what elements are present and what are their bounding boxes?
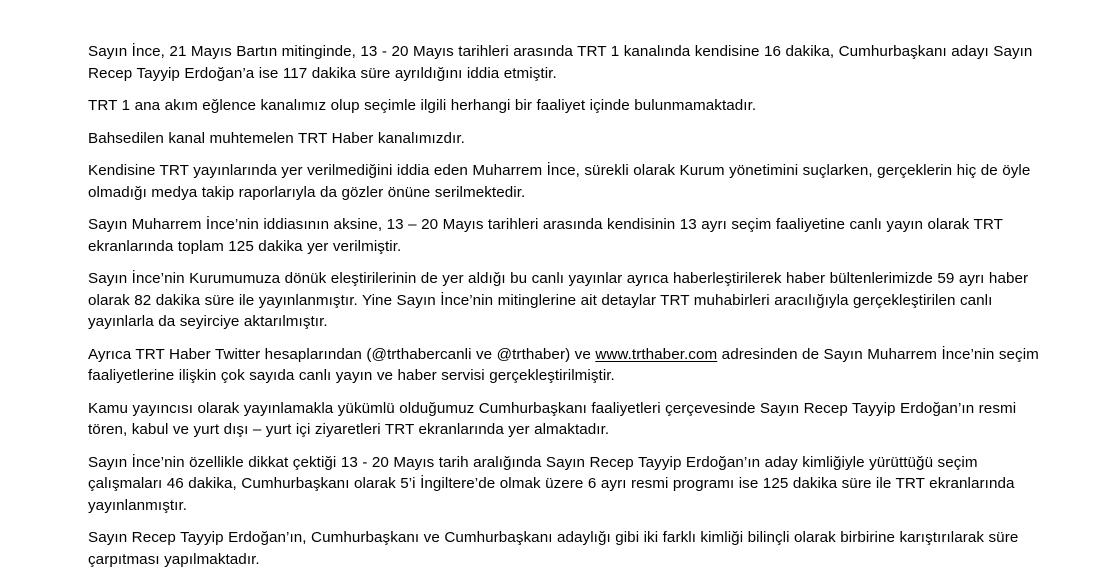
paragraph-6: Sayın İnce’nin Kurumumuza dönük eleştirilerinin de yer aldığı bu canlı yayınlar ayrıca haberleştirilerek haber bültenlerimizde 59 ayrı haber olarak 82 dakika süre ile yayınlanmıştır. Yine Sayın İnce’nin mitinglerine ait detaylar TRT muhabirleri aracılığıyla gerçekleştirilen canlı yayınlarla da seyirciye aktarılmıştır.	[88, 270, 1029, 330]
document-body	[88, 41, 1040, 570]
paragraph-2: TRT 1 ana akım eğlence kanalımız olup seçimle ilgili herhangi bir faaliyet içinde bulunmamaktadır.	[88, 97, 757, 114]
paragraph-1: Sayın İnce, 21 Mayıs Bartın mitinginde, 13 - 20 Mayıs tarihleri arasında TRT 1 kanalında kendisine 16 dakika, Cumhurbaşkanı adayı Sayın Recep Tayyip Erdoğan’a ise 117 dakika süre ayrıldığını iddia etmiştir.	[88, 43, 1033, 82]
paragraph-4: Kendisine TRT yayınlarında yer verilmediğini iddia eden Muharrem İnce, sürekli olarak Kurum yönetimini suçlarken, gerçeklerin hiç de öyle olmadığı medya takip raporlarıyla da gözler önüne serilmektedir.	[88, 162, 1031, 201]
paragraph-5: Sayın Muharrem İnce’nin iddiasının aksine, 13 – 20 Mayıs tarihleri arasında kendisinin 13 ayrı seçim faaliyetine canlı yayın olarak TRT ekranlarında toplam 125 dakika yer verilmiştir.	[88, 216, 1003, 255]
paragraph-8: Kamu yayıncısı olarak yayınlamakla yükümlü olduğumuz Cumhurbaşkanı faaliyetleri çerçevesinde Sayın Recep Tayyip Erdoğan’ın resmi tören, kabul ve yurt dışı – yurt içi ziyaretleri TRT ekranlarında yer almaktadır.	[88, 399, 1017, 438]
paragraph-9: Sayın İnce’nin özellikle dikkat çektiği 13 - 20 Mayıs tarih aralığında Sayın Recep Tayyip Erdoğan’ın aday kimliğiyle yürüttüğü seçim çalışmaları 46 dakika, Cumhurbaşkanı olarak 5’i İngiltere’de olmak üzere 6 ayrı resmi programı ise 125 dakika süre ile TRT ekranlarında yayınlanmıştır.	[88, 453, 1015, 514]
paragraph-7-text-before-link: Ayrıca TRT Haber Twitter hesaplarından (@trthabercanli ve @trthaber) ve	[88, 345, 596, 363]
paragraph-3: Bahsedilen kanal muhtemelen TRT Haber kanalımızdır.	[88, 129, 465, 147]
paragraph-7	[88, 344, 1040, 387]
trthaber-website-link[interactable]: www.trthaber.com	[595, 345, 718, 363]
paragraph-7-text-after-link: adresinden de Sayın Muharrem İnce’nin seçim faaliyetlerine ilişkin çok sayıda canlı yayın ve haber servisi gerçekleştirilmiştir.	[88, 345, 1039, 384]
paragraph-10: Sayın Recep Tayyip Erdoğan’ın, Cumhurbaşkanı ve Cumhurbaşkanı adaylığı gibi iki farklı kimliği bilinçli olarak birbirine karıştırılarak süre çarpıtması yapılmaktadır.	[88, 529, 1019, 568]
